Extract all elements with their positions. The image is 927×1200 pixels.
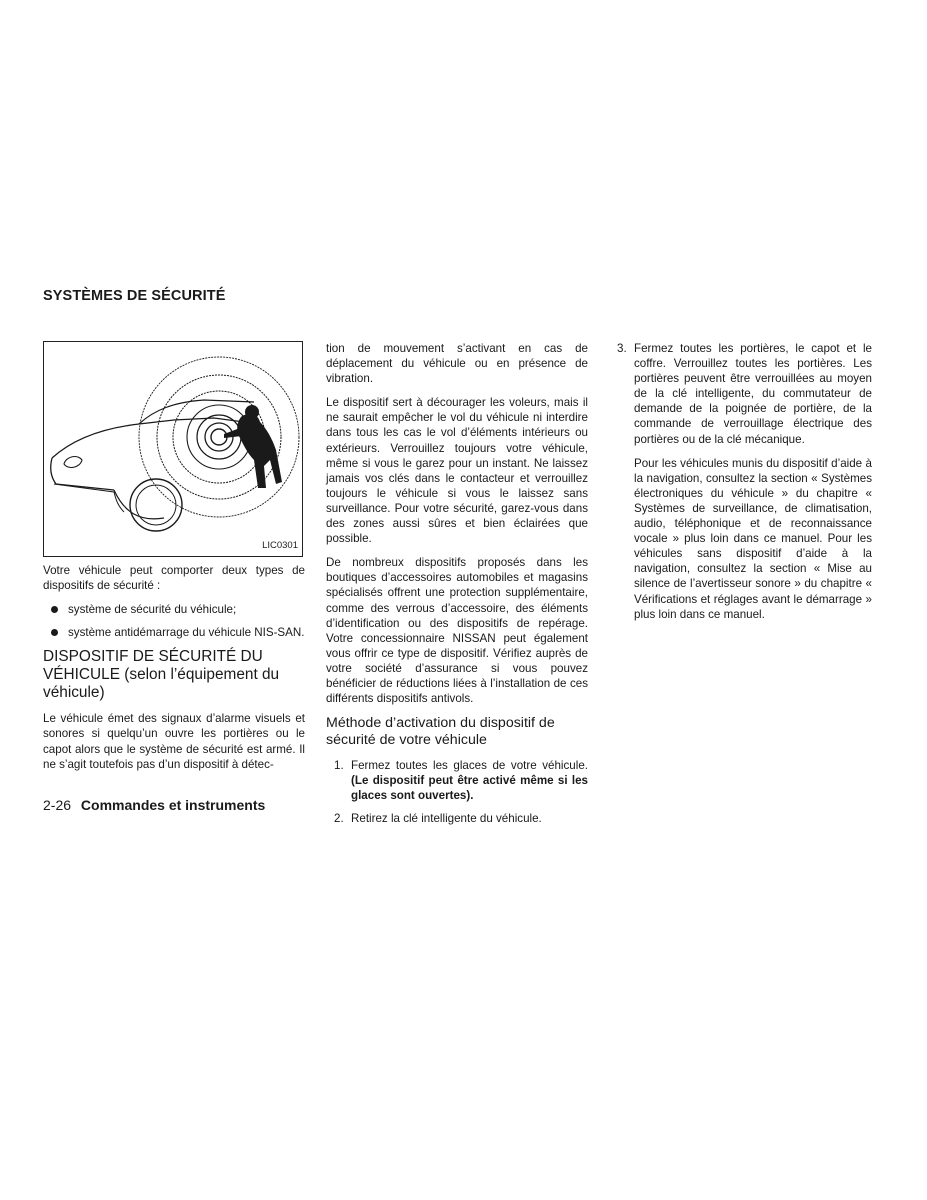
paragraph: tion de mouvement s’activant en cas de déplacement du véhicule ou en présence de vibration. <box>326 342 588 386</box>
bullet-icon <box>51 629 58 636</box>
subsection-heading: DISPOSITIF DE SÉCURITÉ DU VÉHICULE (selon l’équipement du véhicule) <box>43 648 280 702</box>
column-2 <box>326 341 588 835</box>
figure-car-alarm <box>43 341 303 557</box>
step-note: (Le dispositif peut être activé même si les glaces sont ouvertes). <box>351 774 588 803</box>
bullet-list <box>43 602 305 640</box>
list-item: système antidémarrage du véhicule NIS-SAN. <box>43 625 305 640</box>
step-number: 2. <box>334 812 344 826</box>
intro-paragraph: Votre véhicule peut comporter deux types de dispositifs de sécurité : <box>43 564 305 593</box>
step-text: Retirez la clé intelligente du véhicule. <box>351 812 542 826</box>
steps-list <box>326 758 588 826</box>
step-number: 1. <box>334 759 344 773</box>
list-item: système de sécurité du véhicule; <box>43 602 305 617</box>
step-text: Fermez toutes les glaces de votre véhicule. <box>351 759 588 773</box>
chapter-title: Commandes et instruments <box>80 797 266 813</box>
column-3 <box>617 341 872 631</box>
bullet-icon <box>51 606 58 613</box>
section-title: SYSTÈMES DE SÉCURITÉ <box>43 288 226 304</box>
column-1 <box>43 341 305 781</box>
paragraph: Pour les véhicules munis du dispositif d’aide à la navigation, consultez la section « Systèmes électroniques du véhicule » du chapitre « Systèmes de surveillance, de climatisation, audio, téléphonique et de reconnaissance vocale » plus loin dans ce manuel. Pour les véhicules sans dispositif d’aide à la navigation, consultez la section « Mise au silence de l’avertisseur sonore » du chapitre « Vérifications et réglages avant le démarrage » plus loin dans ce manuel. <box>634 456 872 621</box>
page-footer <box>43 797 265 813</box>
step-number: 3. <box>617 342 627 355</box>
paragraph: Le véhicule émet des signaux d’alarme visuels et sonores si quelqu’un ouvre les portières ou le capot alors que le système de sécurité est armé. Il ne s’agit toutefois pas d’un dispositif à détec- <box>43 712 305 771</box>
paragraph: Le dispositif sert à décourager les voleurs, mais il ne saurait empêcher le vol du véhicule ni interdire dans tous les cas le vol d’éléments intérieurs ou extérieurs. Verrouillez toujours votre véhicule, même si vous le garez pour un instant. Ne laissez jamais vos clés dans le contacteur et verrouillez toujours le véhicule si vous le laissez sans surveillance. Pour votre sécurité, garez-vous dans des zones aussi sûres et bien éclairées que possible. <box>326 396 588 546</box>
step-item <box>326 758 588 803</box>
step-text: Fermez toutes les portières, le capot et le coffre. Verrouillez toutes les portières. Les portières peuvent être verrouillées au moyen de la clé intelligente, du commutateur de demande de la poignée de portière, de la commande de verrouillage électrique des portières ou de la clé mécanique. <box>634 342 872 446</box>
car-theft-illustration <box>44 342 302 556</box>
activation-heading: Méthode d’activation du dispositif de sécurité de votre véhicule <box>326 715 555 749</box>
paragraph: De nombreux dispositifs proposés dans les boutiques d’accessoires automobiles et magasins spécialisés offrent une protection supplémentaire, comme des verrous d’accessoire, des éléments d’identification ou des dispositifs de repérage. Votre concessionnaire NISSAN peut également vous offrir ce type de dispositif. Vérifiez auprès de votre société d’assurance si vous pouvez bénéficier de réductions liées à l’installation de ces différents dispositifs antivols. <box>326 556 588 706</box>
figure-id-label: LIC0301 <box>262 539 298 551</box>
step-item <box>617 341 872 447</box>
page-number: 2-26 <box>43 797 72 813</box>
step-item <box>326 811 588 826</box>
